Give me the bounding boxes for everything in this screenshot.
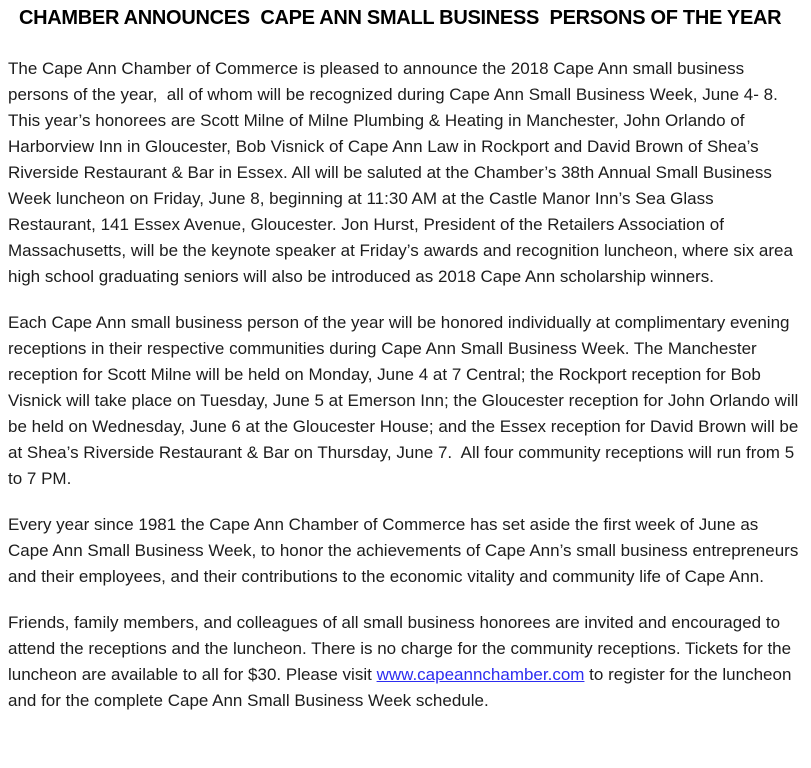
document-title: CHAMBER ANNOUNCES CAPE ANN SMALL BUSINESS PERSONS OF THE YEAR [19, 7, 782, 29]
invitation-text-after-link: to register for the luncheon and for the complete Cape Ann Small Business Week schedule. [8, 665, 797, 710]
paragraph-history: Every year since 1981 the Cape Ann Chamber of Commerce has set aside the first week of June as Cape Ann Small Business Week, to honor the achievements of Cape Ann’s small business entrepreneurs and their employees, and their contributions to the economic vitality and community life of Cape Ann. [8, 515, 804, 586]
chamber-website-link[interactable]: www.capeannchamber.com [376, 665, 585, 684]
paragraph-invitation [8, 610, 802, 714]
invitation-text-before-link: Friends, family members, and colleagues of all small business honorees are invited and encouraged to attend the receptions and the luncheon. There is no charge for the community receptions. Tickets for the luncheon are available to all for $30. Please visit [8, 613, 796, 684]
paragraph-receptions: Each Cape Ann small business person of the year will be honored individually at complimentary evening receptions in their respective communities during Cape Ann Small Business Week. The Manchester reception for Scott Milne will be held on Monday, June 4 at 7 Central; the Rockport reception for Bob Visnick will take place on Tuesday, June 5 at Emerson Inn; the Gloucester reception for John Orlando will be held on Wednesday, June 6 at the Gloucester House; and the Essex reception for David Brown will be at Shea’s Riverside Restaurant & Bar on Thursday, June 7. All four community receptions will run from 5 to 7 PM. [8, 313, 804, 488]
paragraph-announcement: The Cape Ann Chamber of Commerce is pleased to announce the 2018 Cape Ann small business persons of the year, all of whom will be recognized during Cape Ann Small Business Week, June 4- 8. This year’s honorees are Scott Milne of Milne Plumbing & Heating in Manchester, John Orlando of Harborview Inn in Gloucester, Bob Visnick of Cape Ann Law in Rockport and David Brown of Shea’s Riverside Restaurant & Bar in Essex. All will be saluted at the Chamber’s 38th Annual Small Business Week luncheon on Friday, June 8, beginning at 11:30 AM at the Castle Manor Inn’s Sea Glass Restaurant, 141 Essex Avenue, Gloucester. Jon Hurst, President of the Retailers Association of Massachusetts, will be the keynote speaker at Friday’s awards and recognition luncheon, where six area high school graduating seniors will also be introduced as 2018 Cape Ann scholarship winners. [8, 59, 798, 286]
